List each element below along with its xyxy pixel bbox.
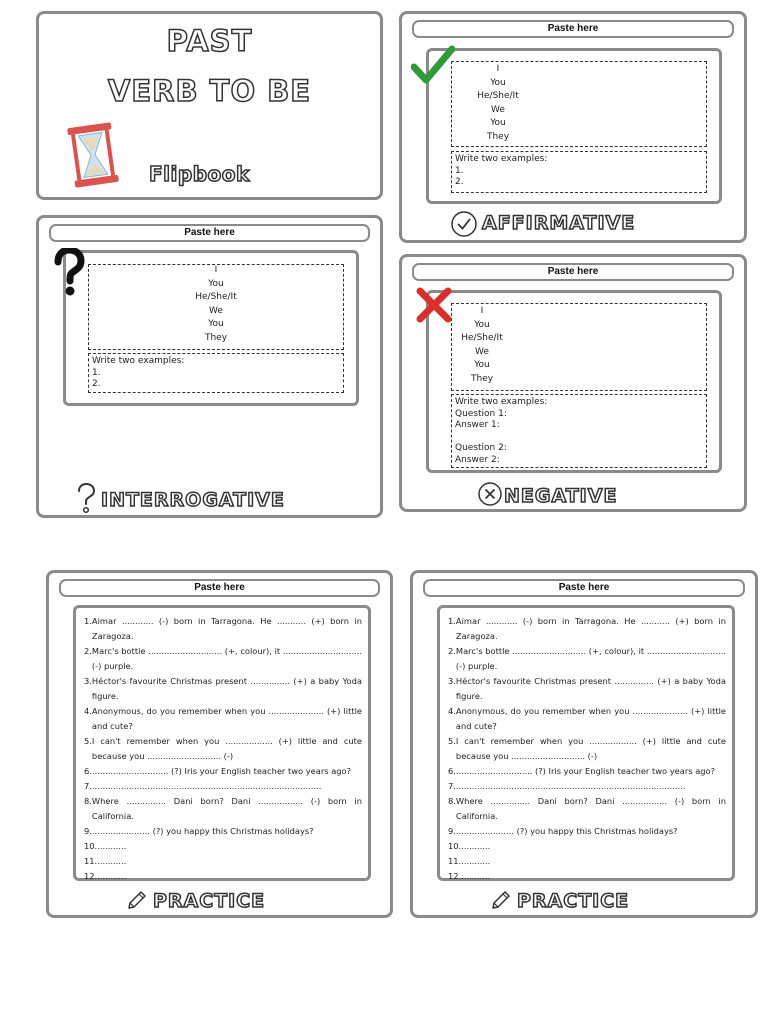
cover-card [36,11,383,200]
checkmark-icon [411,45,455,85]
cover-title-line1: PAST [166,24,253,58]
practice-inner [437,605,735,881]
affirmative-card [399,11,747,243]
pronoun-you: You [490,77,506,88]
practice-item-4: 4. Anonymous, do you remember when you ..................... (+) little and cute? [448,706,726,731]
practice-item-5: 5. I can't remember when you .................. (+) little and cute because you ............................ (-) [448,736,726,761]
affirmative-inner [426,48,722,204]
pronoun-he-she-it: He/She/It [195,292,237,302]
paste-here-label: Paste here [412,20,734,38]
practice-card-right [410,570,758,918]
practice-item-12: 12. ........... [448,871,491,881]
practice-item-6: 6. ............................. (?) Iris your English teacher two years ago? [448,766,716,776]
pronoun-we: We [209,305,223,316]
paste-here-label: Paste here [49,224,370,242]
pronoun-you-plural: You [474,360,490,370]
negative-card [399,254,747,512]
pencil-icon [126,889,148,911]
practice-item-10: 10. ........... [448,841,491,851]
pencil-icon [490,889,512,911]
pronoun-he-she-it: He/She/It [461,333,503,343]
pronoun-i: I [214,265,218,275]
example-2: 2. [455,177,464,187]
practice-inner [73,605,371,881]
pronoun-we: We [475,346,489,357]
practice-item-8: 8. Where ............... Dani born? Dani ................. (-) born in California. [84,796,362,821]
check-circle-icon [450,210,478,238]
practice-card-left [46,570,393,918]
interrogative-card [36,215,383,518]
pronoun-you-plural: You [490,118,506,128]
pronoun-we: We [491,104,505,115]
pronoun-you-plural: You [208,319,224,329]
interrogative-inner [63,250,359,406]
practice-item-7: 7. ....................................................................................... [84,781,322,791]
blank-line [455,432,703,444]
pronoun-i: I [496,64,500,74]
cover-title-line2: VERB TO BE [107,74,312,108]
practice-list [84,614,362,884]
pronoun-i: I [480,306,484,316]
examples-prompt: Write two examples: [92,356,185,366]
pronoun-they: They [486,131,510,142]
question-2: Question 2: [455,443,507,453]
pronoun-you: You [474,319,490,330]
practice-item-10: 10. ........... [84,841,127,851]
practice-item-9: 9. ...................... (?) you happy this Christmas holidays? [84,826,314,836]
pronoun-they: They [204,332,228,343]
question-mark-icon [52,248,86,298]
hourglass-icon [63,122,123,188]
cover-subtitle: Flipbook [149,162,250,186]
practice-item-1: 1. Aimar ............ (-) born in Tarragona. He ........... (+) born in Zaragoza. [84,616,362,641]
practice-item-1: 1. Aimar ............ (-) born in Tarragona. He ........... (+) born in Zaragoza. [448,616,726,641]
pronoun-you: You [208,278,224,289]
examples-box [88,353,344,393]
example-1: 1. [92,367,101,378]
interrogative-label: INTERROGATIVE [101,489,285,511]
examples-prompt: Write two examples: [455,154,548,164]
practice-item-8: 8. Where ............... Dani born? Dani ................. (-) born in California. [448,796,726,821]
example-2: 2. [92,379,101,389]
examples-box [451,151,707,193]
practice-item-5: 5. I can't remember when you .................. (+) little and cute because you ............................ (-) [84,736,362,761]
example-1: 1. [455,165,464,176]
pronoun-box [88,264,344,350]
negative-inner [426,290,722,473]
affirmative-label: AFFIRMATIVE [482,212,636,234]
practice-item-12: 12. ........... [84,871,127,881]
paste-here-label: Paste here [59,579,380,597]
negative-label: NEGATIVE [504,485,618,507]
pronoun-he-she-it: He/She/It [477,91,519,101]
practice-item-3: 3. Héctor's favourite Christmas present ............... (+) a baby Yoda figure. [84,676,362,701]
practice-item-6: 6. ............................. (?) Iris your English teacher two years ago? [84,766,352,776]
practice-item-2: 2. Marc's bottle ............................ (+, colour), it .............................. (-) purple. [448,646,726,671]
practice-item-3: 3. Héctor's favourite Christmas present ............... (+) a baby Yoda figure. [448,676,726,701]
paste-here-label: Paste here [423,579,745,597]
pronoun-box [451,303,707,391]
pronoun-box [451,61,707,147]
practice-item-11: 11. ........... [84,856,127,866]
examples-box [451,394,707,468]
practice-label: PRACTICE [153,890,266,912]
question-outline-icon [75,482,97,514]
practice-label: PRACTICE [517,890,630,912]
practice-item-11: 11. ........... [448,856,491,866]
x-circle-icon [477,481,503,507]
practice-item-4: 4. Anonymous, do you remember when you ..................... (+) little and cute? [84,706,362,731]
paste-here-label: Paste here [412,263,734,281]
pronoun-they: They [470,373,494,384]
cross-icon [415,286,453,324]
practice-item-2: 2. Marc's bottle ............................ (+, colour), it .............................. (-) purple. [84,646,362,671]
examples-prompt: Write two examples: [455,397,548,407]
answer-1: Answer 1: [455,420,500,430]
question-1: Question 1: [455,408,507,419]
practice-item-7: 7. ....................................................................................... [448,781,686,791]
practice-item-9: 9. ...................... (?) you happy this Christmas holidays? [448,826,678,836]
answer-2: Answer 2: [455,454,500,465]
practice-list [448,614,726,884]
